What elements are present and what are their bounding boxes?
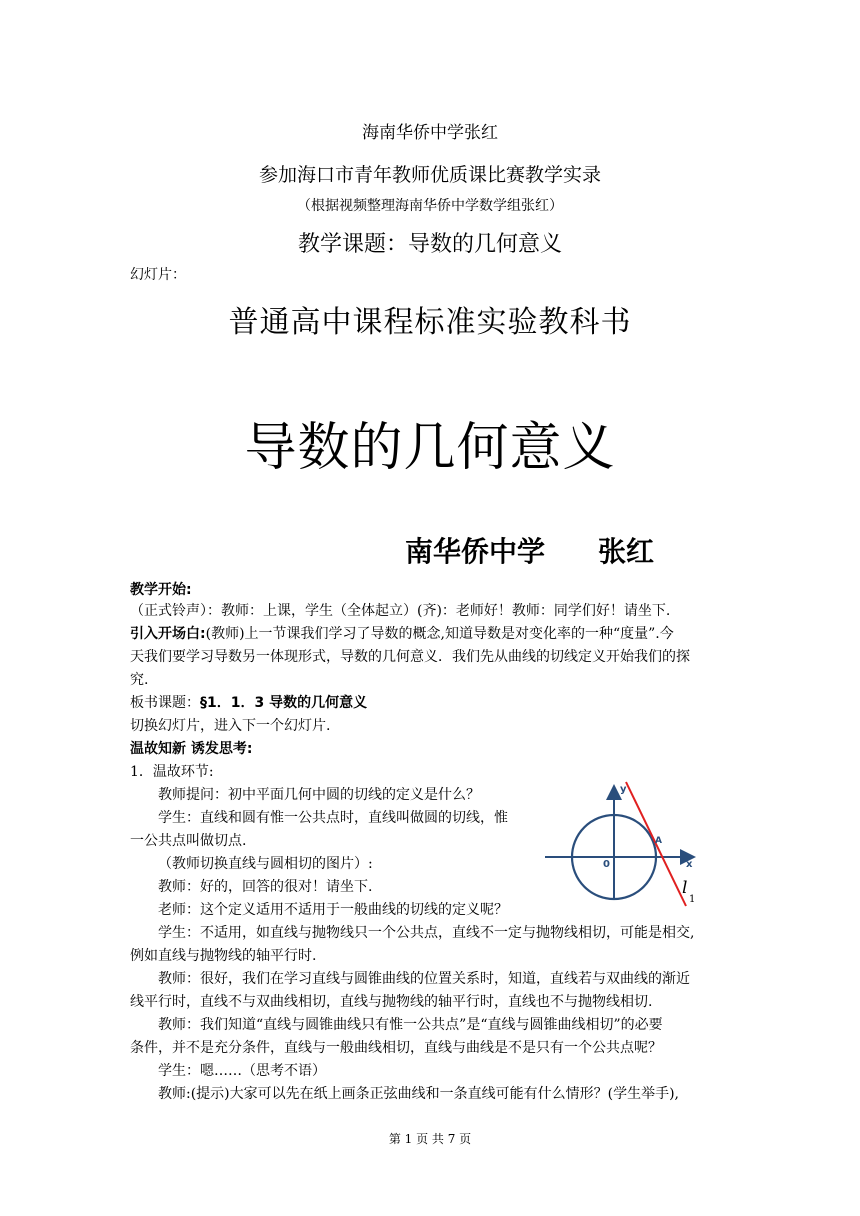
school-teacher-line: 海南华侨中学张红 [362,123,498,143]
paragraph-7a: 教师：很好，我们在学习直线与圆锥曲线的位置关系时，知道，直线若与双曲线的渐近 [158,971,690,987]
line-l-subscript: 1 [689,894,696,905]
paragraph-2a: 学生：直线和圆有惟一公共点时，直线叫做圆的切线，惟 [158,810,508,826]
line-l-label: l [682,878,688,898]
intro-text-1: (教师)上一节课我们学习了导数的概念,知道导数是对变化率的一种“度量”.今 [205,626,674,642]
paragraph-8b: 条件，并不是充分条件，直线与一般曲线相切，直线与曲线是不是只有一个公共点呢？ [130,1040,662,1056]
paragraph-9: 学生：嗯……（思考不语） [158,1063,326,1079]
paragraph-6b: 例如直线与抛物线的轴平行时. [130,948,317,964]
paragraph-5: 老师：这个定义适用不适用于一般曲线的切线的定义呢？ [158,902,508,918]
event-title: 参加海口市青年教师优质课比赛教学实录 [258,164,601,186]
x-axis-label: x [686,859,693,870]
board-topic: §1．1．3 导数的几何意义 [200,695,368,711]
intro-label: 引入开场白: [130,626,206,642]
slide-author-name: 张红 [598,535,655,568]
slide-label: 幻灯片： [130,267,186,283]
paragraph-4: 教师：好的，回答的很对！请坐下. [158,879,373,895]
intro-line-3: 究. [130,672,149,688]
start-text: （正式铃声）：教师：上课，学生（全体起立）(齐)：老师好！教师：同学们好！请坐下. [130,603,671,619]
paragraph-3: （教师切换直线与圆相切的图片）: [158,856,373,872]
paragraph-1: 教师提问：初中平面几何中圆的切线的定义是什么？ [158,787,480,803]
board-label: 板书课题： [130,695,200,711]
paragraph-2b: 一公共点叫做切点. [130,833,247,849]
page-footer: 第 1 页 共 7 页 [388,1132,472,1146]
review-heading: 温故知新 诱发思考: [130,741,253,757]
paragraph-8a: 教师：我们知道“直线与圆锥曲线只有惟一公共点”是“直线与圆锥曲线相切”的必要 [158,1017,663,1033]
paragraph-7b: 线平行时，直线不与双曲线相切，直线与抛物线的轴平行时，直线也不与抛物线相切. [130,994,653,1010]
video-note: （根据视频整理海南华侨中学数学组张红） [297,198,563,214]
paragraph-10: 教师:(提示)大家可以先在纸上画条正弦曲线和一条直线可能有什么情形？(学生举手), [158,1086,680,1102]
intro-line-1 [130,624,674,644]
point-a-label: A [655,836,662,846]
review-item: 1．温故环节: [130,764,214,780]
paragraph-6a: 学生：不适用，如直线与抛物线只一个公共点，直线不一定与抛物线相切，可能是相交, [158,925,695,941]
lesson-topic: 教学课题：导数的几何意义 [297,232,562,257]
slide-series: 普通高中课程标准实验教科书 [228,305,632,340]
board-line [130,693,367,713]
start-heading: 教学开始: [130,582,192,598]
y-axis-label: y [620,784,627,795]
slide-author-school: 南华侨中学 [405,535,546,568]
switch-slide-text: 切换幻灯片，进入下一个幻灯片. [130,718,331,734]
intro-line-2: 天我们要学习导数另一体现形式，导数的几何意义．我们先从曲线的切线定义开始我们的探 [130,649,690,665]
origin-label: 0 [603,859,610,870]
tangent-circle-figure [540,780,710,910]
slide-title: 导数的几何意义 [244,418,616,478]
